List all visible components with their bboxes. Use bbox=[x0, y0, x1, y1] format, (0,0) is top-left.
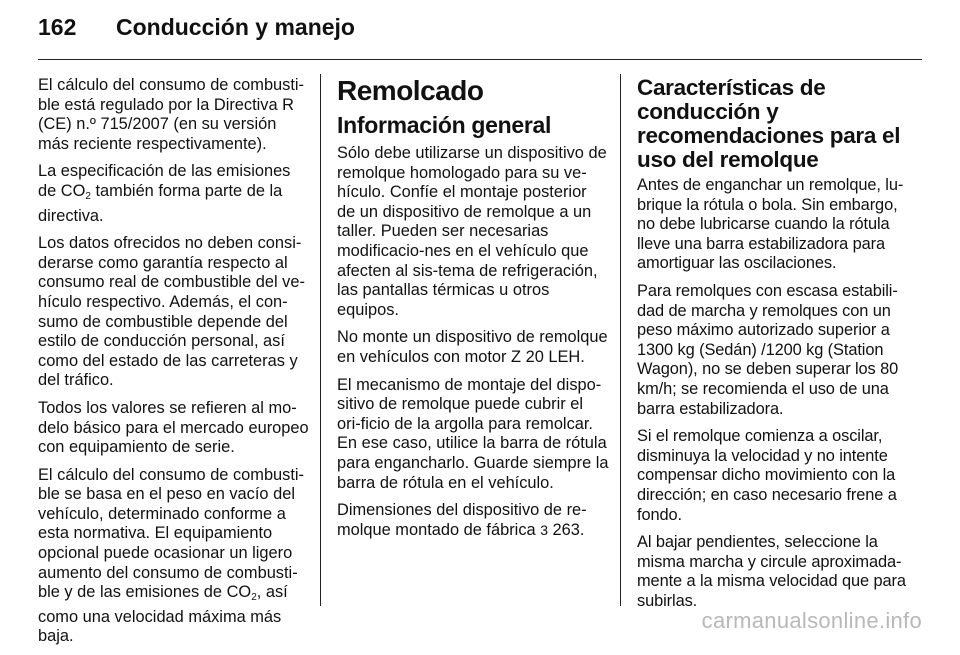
page-reference-arrow-icon: 3 bbox=[540, 521, 548, 538]
paragraph-downhill: Al bajar pendientes, seleccione la misma marcha y circule aproximada-mente a la misma velocidad que para subirlas. bbox=[637, 533, 906, 610]
heading-driving-recommendations: Características de conducción y recomendaciones para el uso del remolque bbox=[637, 75, 901, 172]
page-number: 162 bbox=[38, 14, 77, 40]
paragraph-speed-limit: Para remolques con escasa estabili-dad de marcha y remolques con un peso máximo autorizado superior a 1300 kg (Sedán) /1200 kg (Station Wagon), no se deben superar los 80 km/h; se recomienda el uso de una barra estabilizadora. bbox=[637, 281, 899, 418]
paragraph-data-guarantee: Los datos ofrecidos no deben consi-derarse como garantía respecto al consumo real de combustible del ve-hículo respectivo. Además, el con-sumo de combustible depende del estilo de conducción personal, así como del estado de las carreteras y del tráfico. bbox=[38, 234, 305, 390]
paragraph-base-model: Todos los valores se refieren al mo-delo básico para el mercado europeo con equipamiento de serie. bbox=[38, 398, 309, 457]
paragraph-directive: El cálculo del consumo de combusti-ble está regulado por la Directiva R (CE) n.º 715/2007 (en su versión más reciente respectivamente). bbox=[38, 76, 305, 153]
section-title: Conducción y manejo bbox=[116, 14, 355, 40]
column-divider-1 bbox=[320, 74, 321, 606]
page-header bbox=[38, 14, 355, 41]
column-driving-characteristics bbox=[637, 76, 909, 619]
paragraph-co2-spec: La especificación de las emisiones de $CO_2$ también forma parte de la directiva. bbox=[38, 162, 291, 225]
heading-towing: Remolcado bbox=[337, 75, 484, 106]
header-rule bbox=[38, 59, 922, 60]
paragraph-dimensions: Dimensiones del dispositivo de re-molque montado de fábrica 3 263. bbox=[337, 501, 587, 539]
column-towing bbox=[337, 76, 609, 548]
watermark: carmanualsonline.info bbox=[701, 608, 922, 633]
paragraph-lubrication: Antes de enganchar un remolque, lu-brique la rótula o bola. Sin embargo, no debe lubricarse cuando la rótula lleve una barra estabilizadora para amortiguar las oscilaciones. bbox=[637, 176, 904, 273]
page-reference[interactable]: 263. bbox=[547, 520, 585, 539]
paragraph-mounting: El mecanismo de montaje del dispo-sitivo de remolque puede cubrir el ori-ficio de la argolla para remolcar. En ese caso, utilice la barra de rótula para engancharlo. Guarde siempre la barra de rótula en el vehículo. bbox=[337, 375, 609, 492]
paragraph-oscillation: Si el remolque comienza a oscilar, disminuya la velocidad y no intente compensar dicho movimiento con la dirección; en caso necesario frene a fondo. bbox=[637, 427, 897, 524]
column-divider-2 bbox=[620, 74, 621, 606]
column-consumption bbox=[38, 76, 310, 655]
paragraph-approved-device: Sólo debe utilizarse un dispositivo de remolque homologado para su ve-hículo. Confíe el montaje posterior de un dispositivo de remolque a un taller. Pueden ser necesarias modificacio-nes en el vehículo que afecten al sis-tema de refrigeración, las pantallas térmicas u otros equipos. bbox=[337, 144, 607, 319]
paragraph-empty-weight: El cálculo del consumo de combusti-ble se basa en el peso en vacío del vehículo, determinado conforme a esta normativa. El equipamiento opcional puede ocasionar un ligero aumento del consumo de combusti-ble y de las emisiones de $CO_2$, así como una velocidad máxima más baja. bbox=[38, 465, 305, 646]
paragraph-engine-restriction: No monte un dispositivo de remolque en vehículos con motor Z 20 LEH. bbox=[337, 328, 608, 366]
heading-general-info: Información general bbox=[337, 112, 552, 138]
